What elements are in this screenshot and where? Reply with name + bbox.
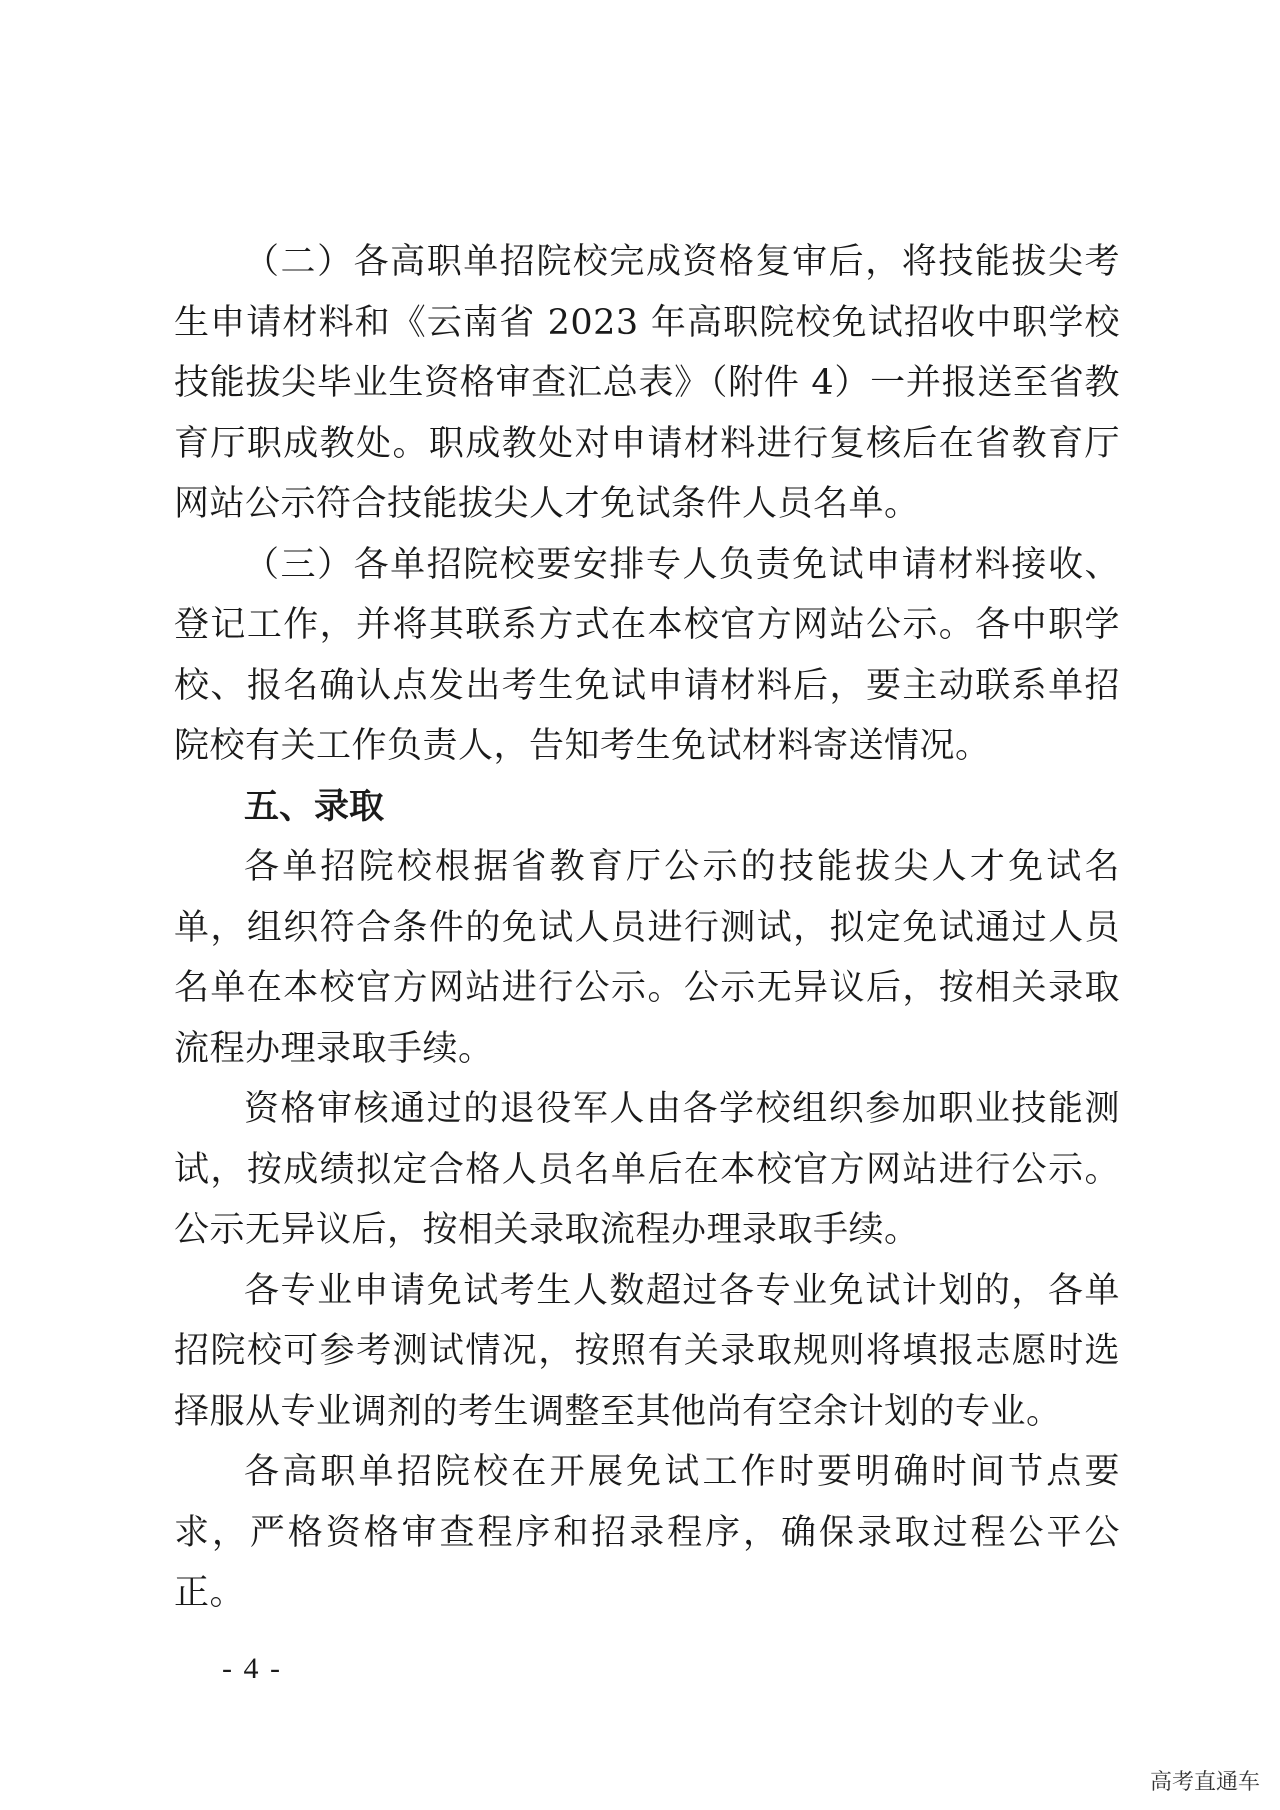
paragraph-fairness: 各高职单招院校在开展免试工作时要明确时间节点要求，严格资格审查程序和招录程序，确保录取过程公平公正。 [174, 1452, 1120, 1613]
paragraph-quota-adjustment: 各专业申请免试考生人数超过各专业免试计划的，各单招院校可参考测试情况，按照有关录取规则将填报志愿时选择服从专业调剂的考生调整至其他尚有空余计划的专业。 [174, 1270, 1120, 1432]
paragraph-material-receipt: （三）各单招院校要安排专人负责免试申请材料接收、登记工作，并将其联系方式在本校官方网站公示。各中职学校、报名确认点发出考生免试申请材料后，要主动联系单招院校有关工作负责人，告知考生免试材料寄送情况。 [174, 544, 1120, 766]
paragraph-veterans: 资格审核通过的退役军人由各学校组织参加职业技能测试，按成绩拟定合格人员名单后在本校官方网站进行公示。公示无异议后，按相关录取流程办理录取手续。 [174, 1089, 1120, 1250]
document-body [174, 232, 1120, 1624]
section-heading-admission: 五、录取 [244, 786, 385, 827]
paragraph-admission-testing: 各单招院校根据省教育厅公示的技能拔尖人才免试名单，组织符合条件的免试人员进行测试，拟定免试通过人员名单在本校官方网站进行公示。公示无异议后，按相关录取流程办理录取手续。 [174, 847, 1120, 1069]
paragraph-review-submission: （二）各高职单招院校完成资格复审后，将技能拔尖考生申请材料和《云南省 2023 年高职院校免试招收中职学校技能拔尖毕业生资格审查汇总表》（附件 4）一并报送至省教育厅职成教处。职成教处对申请材料进行复核后在省教育厅网站公示符合技能拔尖人才免试条件人员名单。 [174, 242, 1120, 524]
watermark-text: 高考直通车 [1149, 1770, 1260, 1795]
page-number: - 4 - [222, 1652, 282, 1685]
